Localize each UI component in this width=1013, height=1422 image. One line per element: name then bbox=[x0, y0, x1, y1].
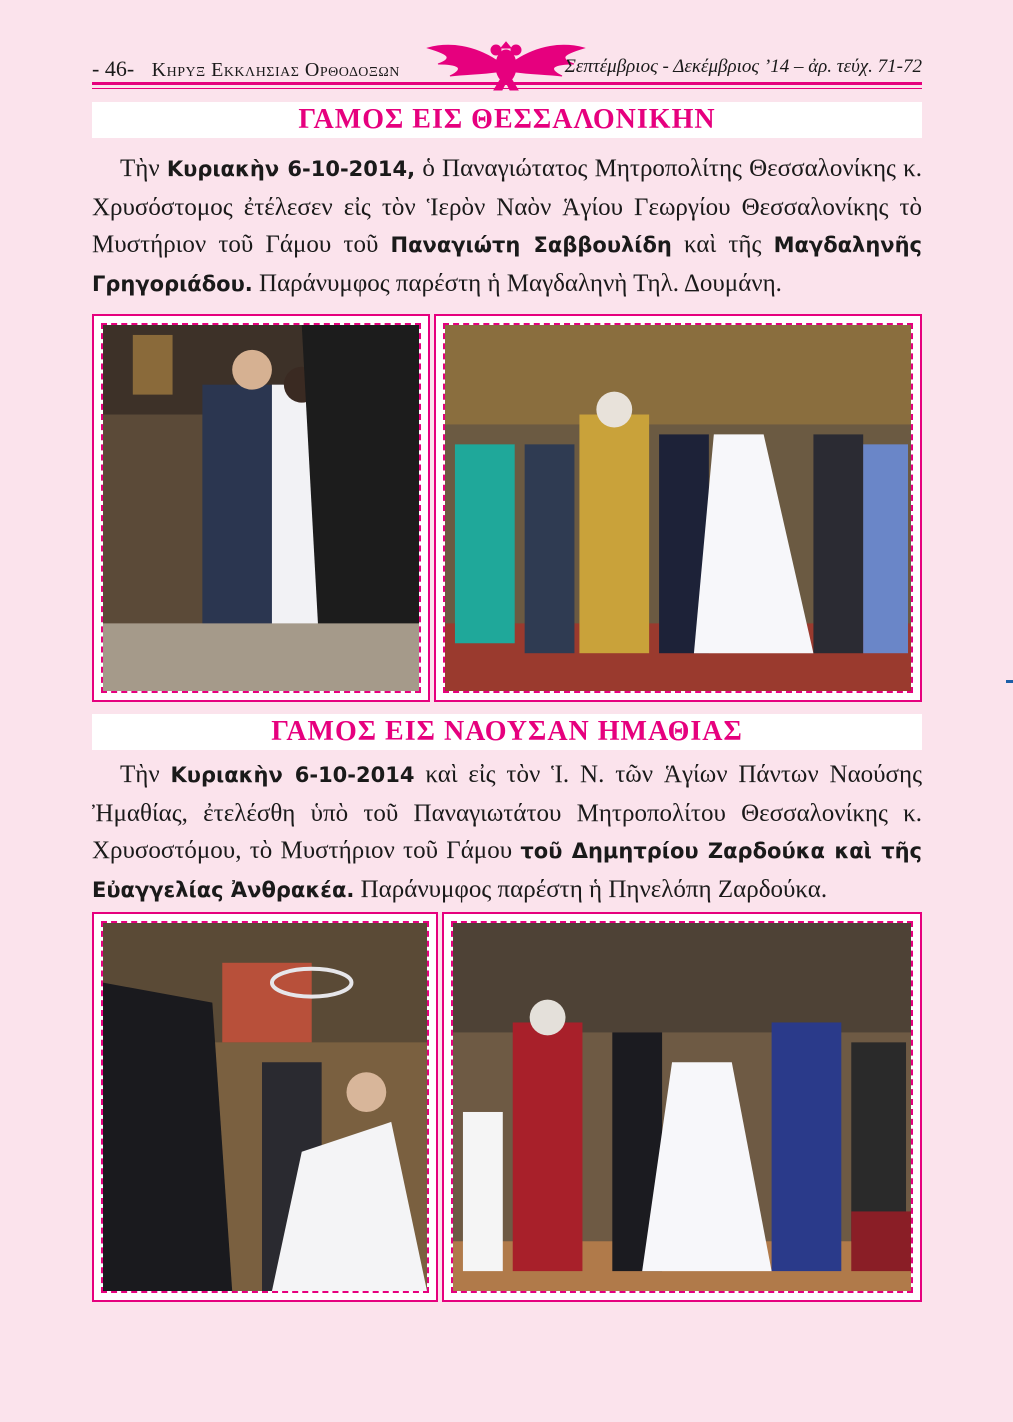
page-header bbox=[92, 36, 922, 82]
page-number: - 46- bbox=[92, 56, 135, 81]
section-title-thessaloniki: ΓΑΜΟΣ ΕΙΣ ΘΕΣΣΑΛΟΝΙΚΗΝ bbox=[92, 102, 922, 138]
text-segment: Παράνυμφος παρέστη ἡ Πηνελόπη Ζαρδούκα. bbox=[354, 875, 828, 903]
photo-wedding-ceremony-1 bbox=[92, 314, 430, 702]
photo-wedding-group-2 bbox=[442, 912, 922, 1302]
publication-name: Κηρυξ Εκκλησιας Ορθοδοξων bbox=[151, 59, 400, 81]
bold-bride-name: Μαγδαληνῆς Γρηγοριάδου. bbox=[92, 233, 922, 296]
text-segment: καὶ τῆς bbox=[671, 231, 774, 258]
header-left bbox=[92, 56, 400, 82]
article-paragraph-thessaloniki bbox=[92, 150, 922, 303]
bold-date: Κυριακὴν 6-10-2014 bbox=[170, 763, 415, 787]
issue-info: Σεπτέμβριος - Δεκέμβριος ’14 – ἀρ. τεύχ. 71-72 bbox=[564, 56, 922, 77]
bold-couple-names: τοῦ Δημητρίου Ζαρδούκα καὶ τῆς Εὐαγγελίας Ἀνθρακέα. bbox=[92, 839, 922, 902]
text-segment: καὶ εἰς τὸν Ἱ. Ν. τῶν Ἁγίων Πάντων Ναούσης Ἠμαθίας, ἐτελέσθη ὑπὸ τοῦ Παναγιωτάτου Μητροπολίτου Θεσσαλονίκης κ. Χρυσοστόμου, τὸ Μυστήριον τοῦ Γάμου bbox=[92, 761, 923, 864]
photo-wedding-ceremony-2 bbox=[92, 912, 438, 1302]
article-paragraph-naousa bbox=[92, 756, 922, 909]
edge-mark bbox=[1006, 680, 1013, 683]
text-segment: Τὴν bbox=[120, 761, 171, 788]
header-rule bbox=[92, 82, 922, 85]
header-rule-thin bbox=[92, 88, 922, 89]
text-segment: Τὴν bbox=[120, 155, 160, 182]
text-segment: ὁ Παναγιώτατος Μητροπολίτης Θεσσαλονίκης κ. Χρυσόστομος ἐτέλεσεν εἰς τὸν Ἱερὸν Ναὸν Ἁγίου Γεωργίου Θεσσαλονίκης τὸ Μυστήριον τοῦ Γάμου τοῦ bbox=[92, 155, 922, 258]
bold-groom-name: Παναγιώτη Σαββουλίδη bbox=[390, 233, 672, 257]
photo-wedding-group-1 bbox=[434, 314, 922, 702]
bold-date: Κυριακὴν 6-10-2014, bbox=[166, 157, 416, 181]
text-segment: Παράνυμφος παρέστη ἡ Μαγδαληνὴ Τηλ. Δουμάνη. bbox=[252, 269, 782, 297]
section-title-naousa: ΓΑΜΟΣ ΕΙΣ ΝΑΟΥΣΑΝ ΗΜΑΘΙΑΣ bbox=[92, 714, 922, 750]
